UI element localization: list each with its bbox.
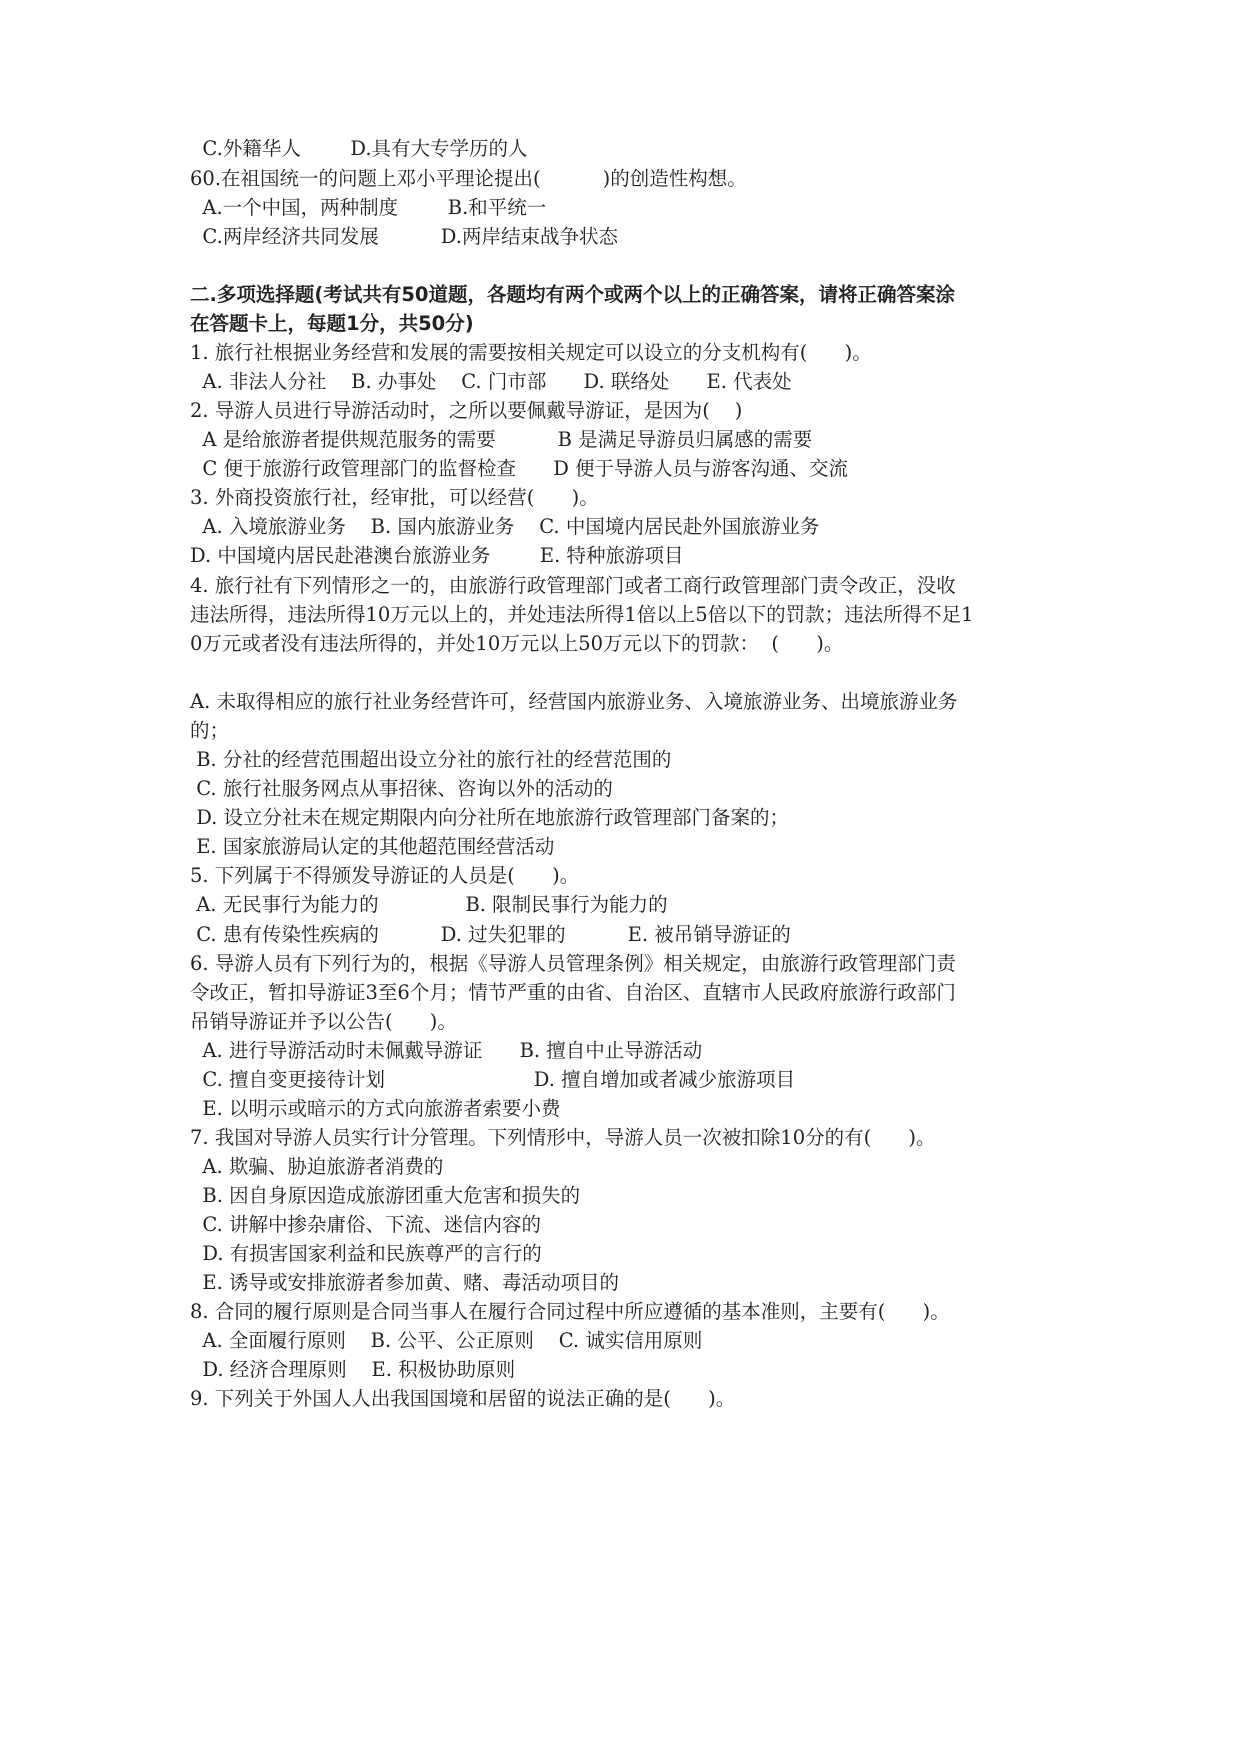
section-heading: 二.多项选择题(考试共有50道题，各题均有两个或两个以上的正确答案，请将正确答案涂 <box>190 283 955 306</box>
option-4a: A. 未取得相应的旅行社业务经营许可，经营国内旅游业务、入境旅游业务、出境旅游业务 <box>190 690 958 713</box>
option-line-5-cde: C. 患有传染性疾病的 D. 过失犯罪的 E. 被吊销导游证的 <box>190 923 791 946</box>
question-6-cont-2: 吊销导游证并予以公告( )。 <box>190 1010 457 1033</box>
option-line-60-cd: C.两岸经济共同发展 D.两岸结束战争状态 <box>190 225 618 248</box>
section-heading-cont: 在答题卡上，每题1分，共50分) <box>190 312 474 335</box>
option-line-2-cd: C 便于旅游行政管理部门的监督检查 D 便于导游人员与游客沟通、交流 <box>190 457 849 480</box>
question-8: 8. 合同的履行原则是合同当事人在履行合同过程中所应遵循的基本准则，主要有( )。 <box>190 1300 950 1323</box>
option-6e: E. 以明示或暗示的方式向旅游者索要小费 <box>190 1097 561 1120</box>
question-1: 1. 旅行社根据业务经营和发展的需要按相关规定可以设立的分支机构有( )。 <box>190 341 872 364</box>
option-4e: E. 国家旅游局认定的其他超范围经营活动 <box>190 835 555 858</box>
question-4-cont-1: 违法所得，违法所得10万元以上的，并处违法所得1倍以上5倍以下的罚款；违法所得不足1 <box>190 603 974 626</box>
question-4-cont-2: 0万元或者没有违法所得的，并处10万元以上50万元以下的罚款： ( )。 <box>190 632 844 655</box>
option-4c: C. 旅行社服务网点从事招徕、咨询以外的活动的 <box>190 777 613 800</box>
option-line-8-abc: A. 全面履行原则 B. 公平、公正原则 C. 诚实信用原则 <box>190 1329 703 1352</box>
option-4b: B. 分社的经营范围超出设立分社的旅行社的经营范围的 <box>190 748 672 771</box>
option-line-8-de: D. 经济合理原则 E. 积极协助原则 <box>190 1358 516 1381</box>
question-2: 2. 导游人员进行导游活动时，之所以要佩戴导游证，是因为( ) <box>190 399 743 422</box>
option-line-6-ab: A. 进行导游活动时未佩戴导游证 B. 擅自中止导游活动 <box>190 1039 703 1062</box>
question-5: 5. 下列属于不得颁发导游证的人员是( )。 <box>190 864 580 887</box>
option-line-3-de: D. 中国境内居民赴港澳台旅游业务 E. 特种旅游项目 <box>190 544 684 567</box>
option-line-59-cd: C.外籍华人 D.具有大专学历的人 <box>190 137 528 160</box>
question-60: 60.在祖国统一的问题上邓小平理论提出( )的创造性构想。 <box>190 167 747 190</box>
option-line-2-ab: A 是给旅游者提供规范服务的需要 B 是满足导游员归属感的需要 <box>190 428 813 451</box>
option-line-1: A. 非法人分社 B. 办事处 C. 门市部 D. 联络处 E. 代表处 <box>190 370 792 393</box>
option-line-3-abc: A. 入境旅游业务 B. 国内旅游业务 C. 中国境内居民赴外国旅游业务 <box>190 515 820 538</box>
option-7c: C. 讲解中掺杂庸俗、下流、迷信内容的 <box>190 1213 542 1236</box>
option-line-60-ab: A.一个中国，两种制度 B.和平统一 <box>190 196 547 219</box>
option-4a-cont: 的； <box>190 719 230 742</box>
question-4: 4. 旅行社有下列情形之一的，由旅游行政管理部门或者工商行政管理部门责令改正，没收 <box>190 574 956 597</box>
question-6: 6. 导游人员有下列行为的，根据《导游人员管理条例》相关规定，由旅游行政管理部门责 <box>190 952 956 975</box>
question-3: 3. 外商投资旅行社，经审批，可以经营( )。 <box>190 486 599 509</box>
option-7e: E. 诱导或安排旅游者参加黄、赌、毒活动项目的 <box>190 1271 620 1294</box>
option-7d: D. 有损害国家利益和民族尊严的言行的 <box>190 1242 542 1265</box>
option-line-6-cd: C. 擅自变更接待计划 D. 擅自增加或者减少旅游项目 <box>190 1068 796 1091</box>
option-7b: B. 因自身原因造成旅游团重大危害和损失的 <box>190 1184 581 1207</box>
question-6-cont-1: 令改正，暂扣导游证3至6个月；情节严重的由省、自治区、直辖市人民政府旅游行政部门 <box>190 981 956 1004</box>
option-7a: A. 欺骗、胁迫旅游者消费的 <box>190 1155 444 1178</box>
option-line-5-ab: A. 无民事行为能力的 B. 限制民事行为能力的 <box>190 893 668 916</box>
question-7: 7. 我国对导游人员实行计分管理。下列情形中，导游人员一次被扣除10分的有( )。 <box>190 1126 936 1149</box>
question-9: 9. 下列关于外国人人出我国国境和居留的说法正确的是( )。 <box>190 1387 736 1410</box>
option-4d: D. 设立分社未在规定期限内向分社所在地旅游行政管理部门备案的； <box>190 806 790 829</box>
